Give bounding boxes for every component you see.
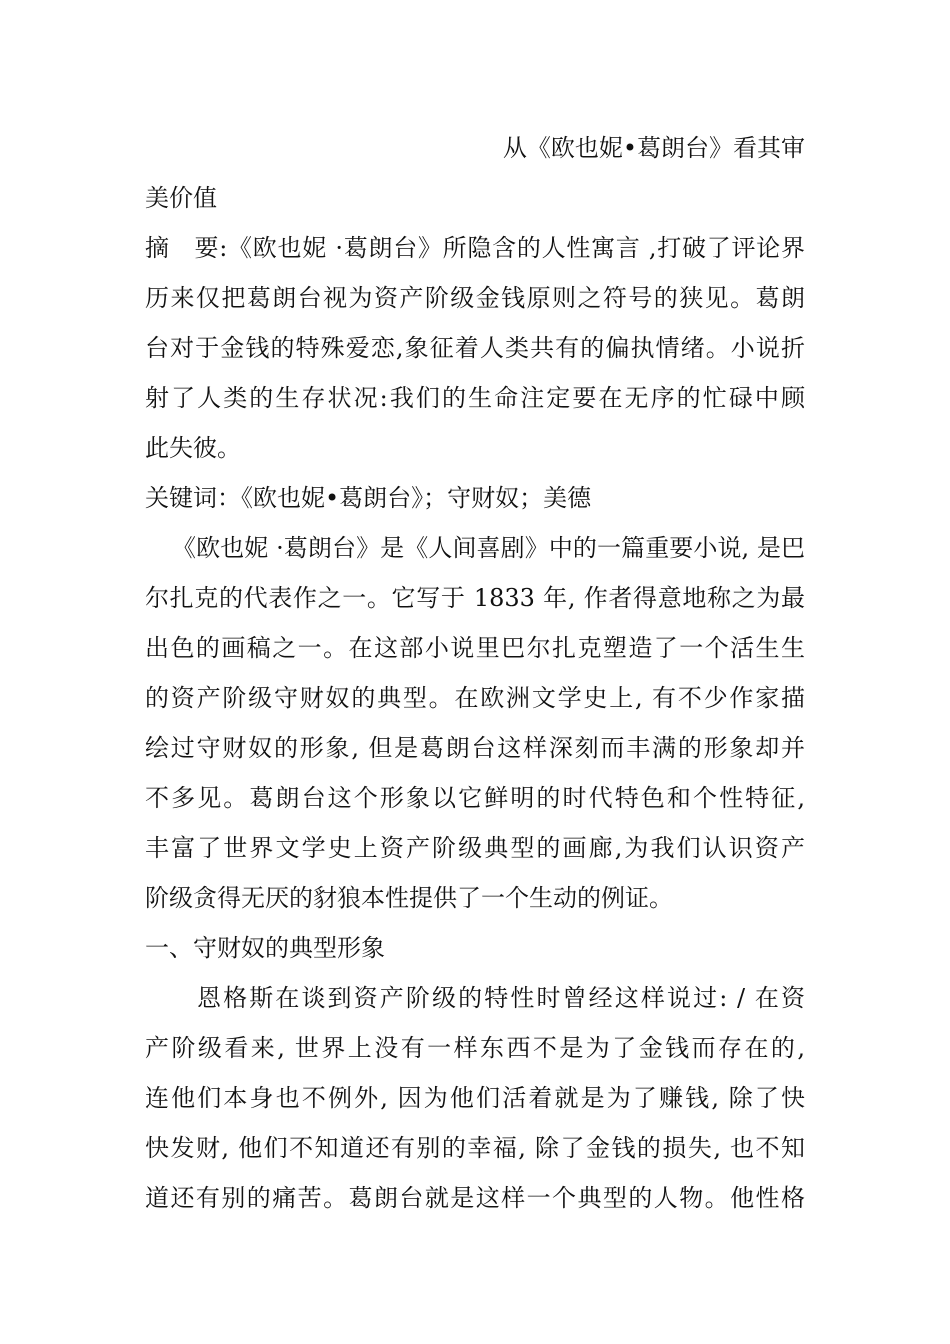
section-body-line: 连他们本身也不例外, 因为他们活着就是为了赚钱, 除了快 bbox=[145, 1084, 805, 1112]
intro-line: 的资产阶级守财奴的典型。在欧洲文学史上, 有不少作家描 bbox=[145, 684, 805, 712]
intro-line: 《欧也妮 ·葛朗台》是《人间喜剧》中的一篇重要小说, 是巴 bbox=[172, 534, 805, 562]
intro-line: 尔扎克的代表作之一。它写于 1833 年, 作者得意地称之为最 bbox=[145, 584, 805, 612]
abstract-line: 摘 要:《欧也妮 ·葛朗台》所隐含的人性寓言 ,打破了评论界 bbox=[145, 234, 805, 262]
section-body-line: 道还有别的痛苦。葛朗台就是这样一个典型的人物。他性格 bbox=[145, 1184, 805, 1212]
intro-line: 出色的画稿之一。在这部小说里巴尔扎克塑造了一个活生生 bbox=[145, 634, 805, 662]
section-body-line: 恩格斯在谈到资产阶级的特性时曾经这样说过: / 在资 bbox=[197, 984, 805, 1012]
intro-line: 丰富了世界文学史上资产阶级典型的画廊,为我们认识资产 bbox=[145, 834, 805, 862]
title-line-1: 从《欧也妮•葛朗台》看其审 bbox=[502, 134, 805, 162]
abstract-line: 历来仅把葛朗台视为资产阶级金钱原则之符号的狭见。葛朗 bbox=[145, 284, 805, 312]
section-heading: 一、守财奴的典型形象 bbox=[145, 934, 385, 962]
keywords-line: 关键词：《欧也妮•葛朗台》；守财奴；美德 bbox=[145, 484, 592, 512]
section-body-line: 快发财, 他们不知道还有别的幸福, 除了金钱的损失, 也不知 bbox=[145, 1134, 805, 1162]
intro-line: 不多见。葛朗台这个形象以它鲜明的时代特色和个性特征, bbox=[145, 784, 805, 812]
abstract-line: 射了人类的生存状况:我们的生命注定要在无序的忙碌中顾 bbox=[145, 384, 805, 412]
intro-line: 绘过守财奴的形象, 但是葛朗台这样深刻而丰满的形象却并 bbox=[145, 734, 805, 762]
title-line-2: 美价值 bbox=[145, 184, 217, 212]
section-body-line: 产阶级看来, 世界上没有一样东西不是为了金钱而存在的, bbox=[145, 1034, 805, 1062]
abstract-line: 此失彼。 bbox=[145, 434, 241, 462]
abstract-line: 台对于金钱的特殊爱恋,象征着人类共有的偏执情绪。小说折 bbox=[145, 334, 805, 362]
intro-line: 阶级贪得无厌的豺狼本性提供了一个生动的例证。 bbox=[145, 884, 673, 912]
